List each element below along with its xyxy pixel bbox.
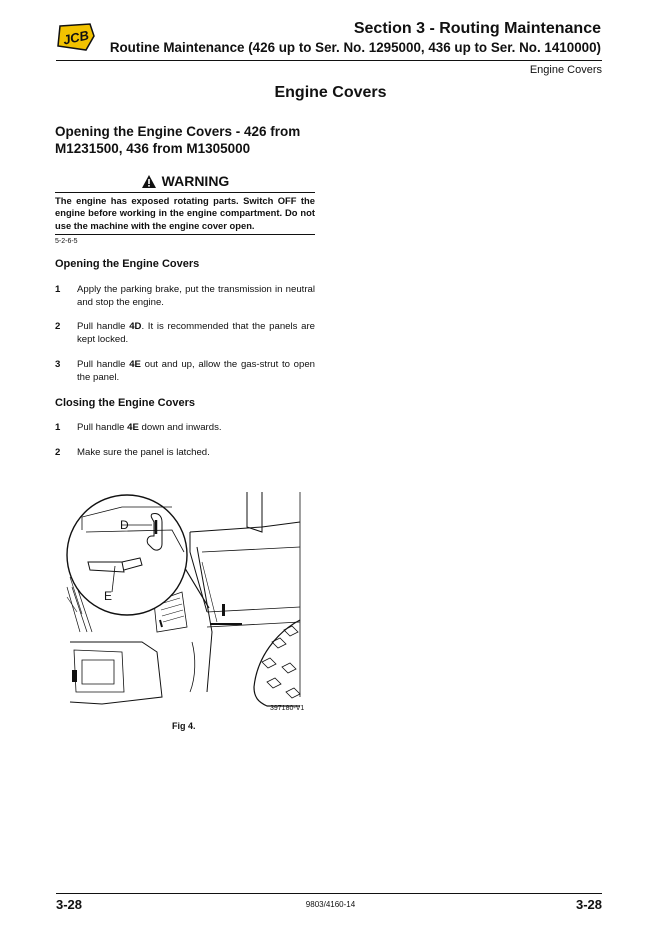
logo-text: JCB bbox=[61, 27, 91, 48]
opening-step-3 bbox=[55, 359, 315, 384]
handle-ref: 4E bbox=[129, 359, 141, 370]
step-text: Make sure the panel is latched. bbox=[77, 447, 210, 458]
step-number: 2 bbox=[55, 321, 61, 332]
warning-code: 5-2-6-5 bbox=[55, 238, 78, 245]
callout-label-d: D bbox=[120, 518, 129, 532]
page-title: Engine Covers bbox=[274, 84, 387, 101]
step-number: 2 bbox=[55, 447, 61, 458]
page-number-right: 3-28 bbox=[575, 897, 602, 912]
opening-subheading: Opening the Engine Covers bbox=[55, 258, 200, 270]
section-heading: Opening the Engine Covers - 426 from M1231500, 436 from M1305000 bbox=[55, 124, 301, 156]
figure-caption: Fig 4. bbox=[172, 721, 196, 731]
warning-top-rule bbox=[55, 192, 315, 193]
step-text: Pull handle 4E out and up, allow the gas-strut to open the panel. bbox=[77, 359, 315, 383]
warning-label: WARNING bbox=[161, 173, 230, 189]
jcb-logo bbox=[56, 22, 96, 52]
footer-divider bbox=[56, 893, 602, 894]
step-number: 3 bbox=[55, 359, 61, 370]
opening-step-1 bbox=[55, 284, 315, 309]
step-text: Pull handle 4D. It is recommended that the panels are kept locked. bbox=[77, 321, 315, 345]
handle-ref: 4D bbox=[129, 321, 142, 332]
document-code: 9803/4160-14 bbox=[305, 900, 356, 909]
header-divider bbox=[56, 60, 602, 61]
closing-step-2 bbox=[55, 447, 315, 460]
step-number: 1 bbox=[55, 284, 61, 295]
figure-image-id: 397180-V1 bbox=[270, 705, 305, 712]
closing-subheading: Closing the Engine Covers bbox=[55, 397, 195, 409]
section-title: Section 3 - Routing Maintenance bbox=[353, 20, 601, 37]
handle-ref: 4E bbox=[127, 422, 139, 433]
closing-step-1 bbox=[55, 422, 315, 435]
warning-bottom-rule bbox=[55, 234, 315, 235]
warning-heading bbox=[55, 170, 315, 192]
section-subtitle: Routine Maintenance (426 up to Ser. No. 1295000, 436 up to Ser. No. 1410000) bbox=[109, 40, 601, 55]
callout-label-e: E bbox=[104, 589, 113, 603]
step-text: Apply the parking brake, put the transmission in neutral and stop the engine. bbox=[77, 284, 315, 308]
step-text: Pull handle 4E down and inwards. bbox=[77, 422, 222, 433]
step-number: 1 bbox=[55, 422, 61, 433]
opening-step-2 bbox=[55, 321, 315, 346]
engine-cover-figure bbox=[62, 492, 312, 718]
page-number-left: 3-28 bbox=[56, 897, 83, 912]
warning-text: The engine has exposed rotating parts. Switch OFF the engine before working in the engine compartment. Do not use the machine with the engine cover open. bbox=[55, 195, 315, 231]
topic-label: Engine Covers bbox=[529, 64, 602, 76]
warning-triangle-icon bbox=[141, 174, 157, 189]
